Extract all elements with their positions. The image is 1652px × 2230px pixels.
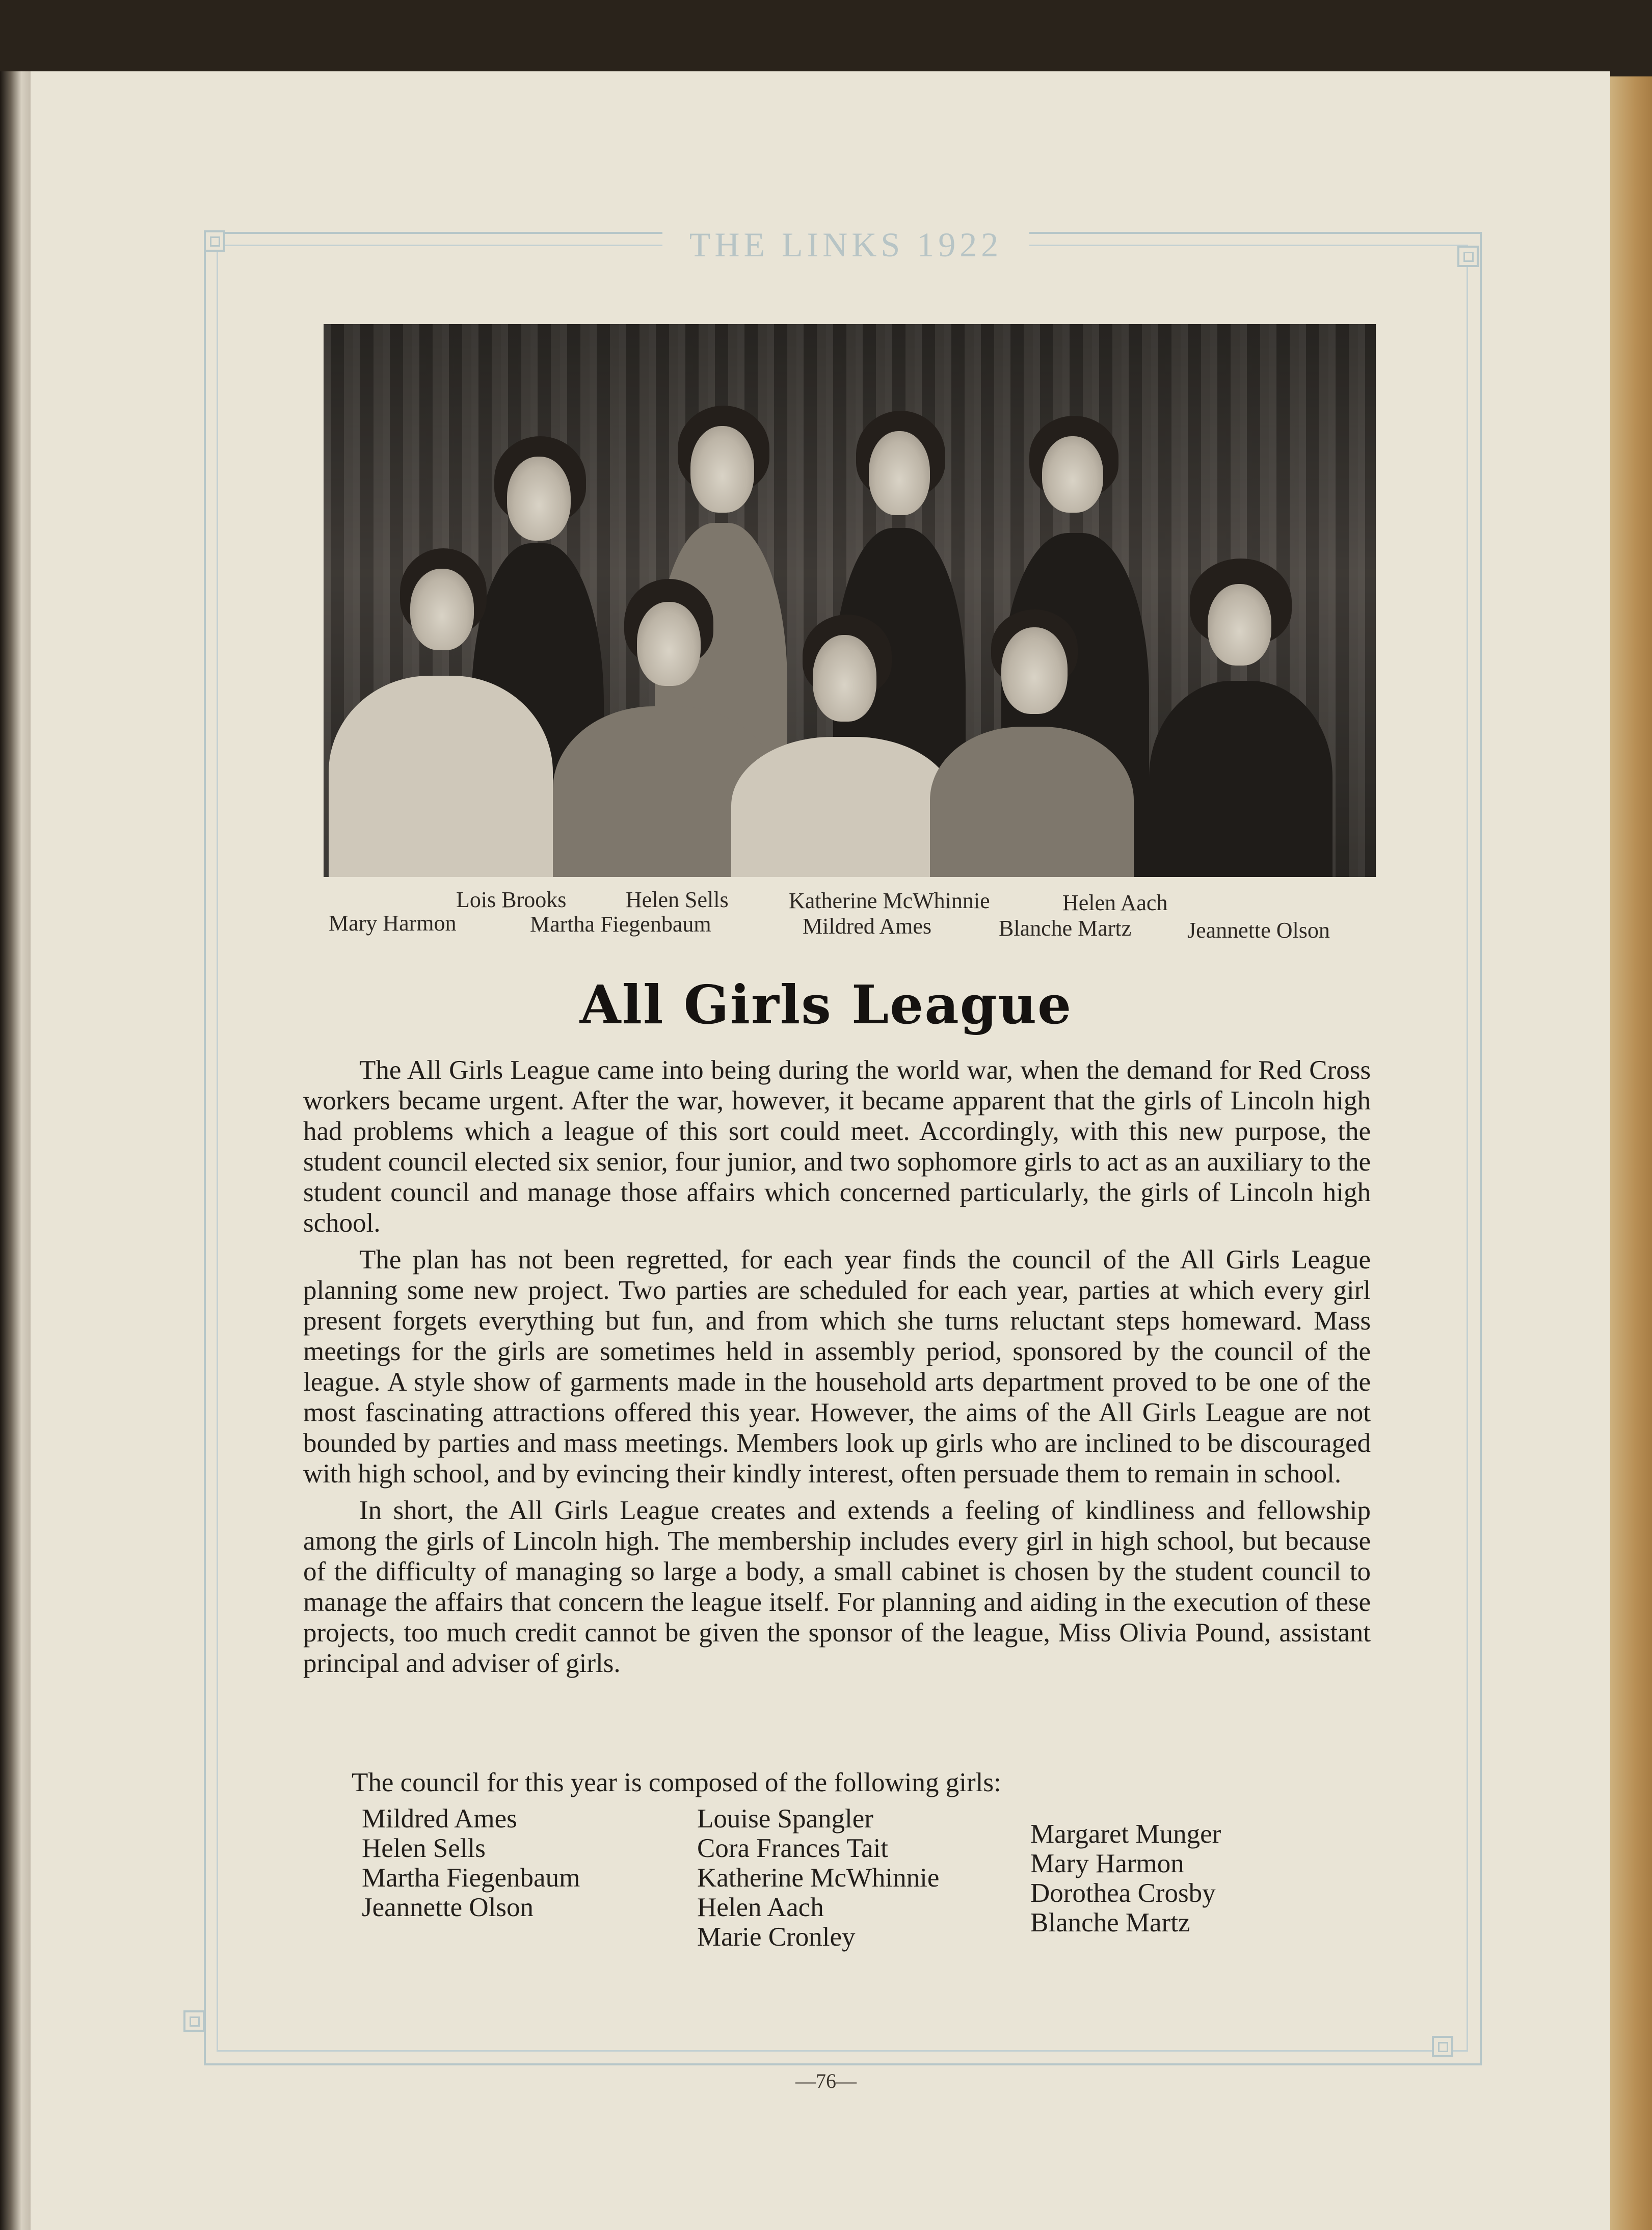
council-member: Mildred Ames [362,1804,517,1834]
council-member: Martha Fiegenbaum [362,1863,580,1893]
portrait-figure [1149,559,1333,877]
council-list-column-2 [697,1804,939,1952]
page-stack-edge [1610,76,1652,2230]
council-list-column-1 [362,1804,580,1922]
frame-corner-ornament [1457,246,1479,267]
council-member: Helen Sells [362,1834,486,1863]
council-member: Katherine McWhinnie [697,1863,940,1893]
running-header-title: THE LINKS 1922 [662,227,1029,262]
caption-name: Mary Harmon [329,911,457,936]
photo-caption-block [321,887,1391,953]
caption-name: Lois Brooks [456,887,567,912]
council-intro: The council for this year is composed of the following girls: [352,1768,1001,1797]
council-member: Jeannette Olson [362,1893,534,1922]
portrait-figure [731,615,955,877]
council-member: Cora Frances Tait [697,1834,889,1863]
frame-corner-ornament [183,2010,205,2032]
frame-corner-ornament [204,230,225,252]
council-member: Louise Spangler [697,1804,873,1834]
council-list-column-3 [1030,1819,1221,1937]
council-member: Margaret Munger [1030,1819,1221,1849]
council-member: Mary Harmon [1030,1849,1184,1878]
portrait-figure [329,548,553,877]
portrait-figure [930,609,1134,877]
paragraph: The All Girls League came into being during the world war, when the demand for Red Cross workers became urgent. After the war, however, it became apparent that the girls of Lincoln high had problems which a league of this sort could meet. Accordingly, with this new purpose, the student council elected six senior, four junior, and two sophomore girls to act as an auxiliary to the student council and manage those affairs which concerned particularly, the girls of Lincoln high school. [303,1055,1371,1238]
caption-name: Mildred Ames [803,914,931,939]
caption-name: Blanche Martz [999,916,1132,941]
group-photograph [324,324,1376,877]
caption-name: Jeannette Olson [1187,918,1330,943]
section-title: All Girls League [579,973,1073,1036]
caption-name: Martha Fiegenbaum [530,912,711,937]
council-member: Dorothea Crosby [1030,1878,1216,1908]
council-member: Marie Cronley [697,1922,856,1952]
paragraph: In short, the All Girls League creates and extends a feeling of kindliness and fellowship among the girls of Lincoln high. The membership includes every girl in high school, but because of the difficulty of managing so large a body, a small cabinet is chosen by the student council to manage the affairs that concern the league itself. For planning and aiding in the execution of these projects, too much credit cannot be given the sponsor of the league, Miss Olivia Pound, assistant principal and adviser of girls. [303,1496,1371,1678]
paragraph: The plan has not been regretted, for each year finds the council of the All Girls League planning some new project. Two parties are scheduled for each year, parties at which every girl present forgets everything but fun, and from which she turns reluctant steps homeward. Mass meetings for the girls are sometimes held in assembly period, sponsored by the council of the league. A style show of garments made in the household arts department proved to be one of the most fascinating attractions offered this year. However, the aims of the All Girls League are not bounded by parties and mass meetings. Members look up girls who are inclined to be discouraged with high school, and by evincing their kindly interest, often persuade them to remain in school. [303,1245,1371,1489]
article-body [303,1055,1371,1685]
caption-name: Katherine McWhinnie [789,888,990,913]
frame-corner-ornament [1432,2036,1453,2057]
caption-name: Helen Sells [626,887,729,912]
caption-name: Helen Aach [1062,890,1168,915]
page-number: —76— [795,2069,857,2092]
council-member: Blanche Martz [1030,1908,1190,1937]
council-member: Helen Aach [697,1893,824,1922]
